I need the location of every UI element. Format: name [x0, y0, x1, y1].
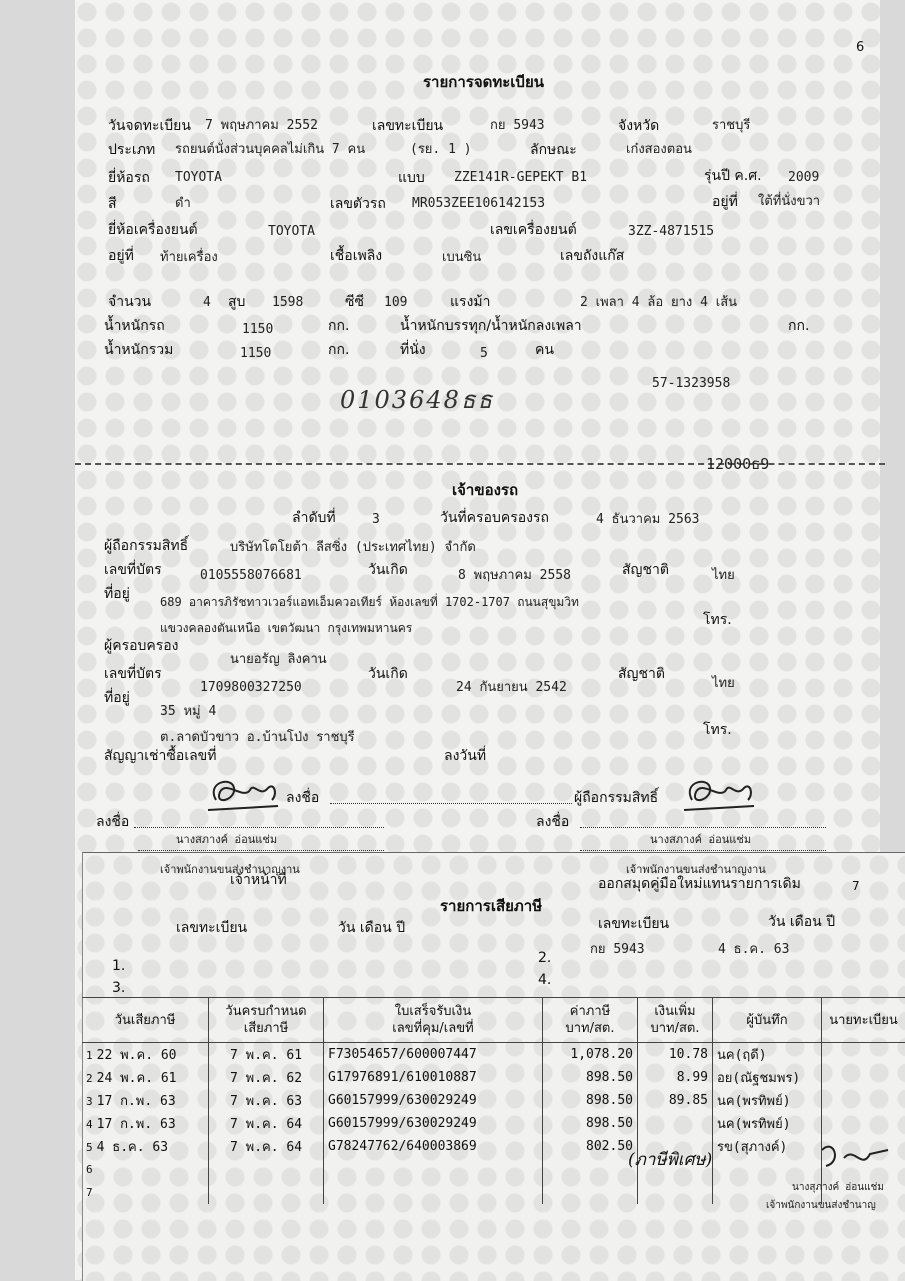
tax-amount: 802.50 [543, 1135, 638, 1158]
officer2-name: นางสภางค์ อ่อนแช่ม [650, 832, 751, 848]
chassis-no: MR053ZEE106142153 [412, 196, 545, 212]
order-number: 3 [372, 512, 380, 528]
stamp-name: นางสุภางค์ อ่อนแช่ม [792, 1180, 884, 1196]
tax-title: รายการเสียภาษี [440, 898, 542, 914]
engine-cc: 1598 [272, 295, 303, 311]
tax-page-mark: 7 [852, 878, 860, 894]
tax-date-label-left: วัน เดือน ปี [338, 920, 405, 936]
due-date: 7 พ.ค. 64 [209, 1135, 324, 1158]
holder-birth: 8 พฤษภาคม 2558 [458, 568, 571, 584]
axles-wheels: 2 เพลา 4 ล้อ ยาง 4 เส้น [580, 295, 737, 311]
due-date [209, 1158, 324, 1181]
handwritten-note: (ภาษีพิเศษ) [628, 1152, 712, 1168]
due-date: 7 พ.ค. 61 [209, 1043, 324, 1067]
receipt-no [324, 1158, 543, 1181]
tax-amount [543, 1158, 638, 1181]
entry-mark-1: 1. [112, 958, 125, 974]
load-label: น้ำหนักบรรทุก/น้ำหนักลงเพลา [400, 318, 582, 334]
tax-row [82, 1043, 905, 1067]
holder-id-label: เลขที่บัตร [104, 562, 162, 578]
paid-date-cell [82, 1043, 209, 1067]
holder-label: ผู้ถือกรรมสิทธิ์ [104, 538, 188, 554]
tax-row [82, 1066, 905, 1089]
possession-date: 4 ธันวาคม 2563 [596, 512, 699, 528]
tax-row [82, 1158, 905, 1181]
receipt-no: G60157999/630029249 [324, 1089, 543, 1112]
fine-amount [638, 1181, 713, 1204]
style-label: ลักษณะ [530, 142, 577, 158]
reg-date-label: วันจดทะเบียน [108, 118, 191, 134]
stamp-title: เจ้าพนักงานขนส่งชำนาญ [766, 1198, 876, 1214]
engine-location-label: อยู่ที่ [108, 248, 134, 264]
brand: TOYOTA [175, 170, 222, 186]
hp-label: แรงม้า [450, 294, 490, 310]
possessor-id-label: เลขที่บัตร [104, 666, 162, 682]
holder-sign-label: ผู้ถือกรรมสิทธิ์ [574, 790, 658, 806]
paid-date-cell [82, 1089, 209, 1112]
holder-nationality: ไทย [712, 568, 735, 584]
weight-label: น้ำหนักรถ [104, 318, 165, 334]
chassis-location-label: อยู่ที่ [712, 194, 738, 210]
possession-date-label: วันที่ครอบครองรถ [440, 510, 549, 526]
fine-amount: 89.85 [638, 1089, 713, 1112]
cc-label: ซีซี [345, 294, 364, 310]
possessor-id: 1709800327250 [200, 680, 302, 696]
col-receipt: ใบเสร็จรับเงิน เลขที่คุม/เลขที่ [324, 998, 543, 1043]
recorder [713, 1158, 822, 1181]
tax-reg-label-left: เลขทะเบียน [176, 920, 247, 936]
holder-address-line2: แขวงคลองตันเหนือ เขตวัฒนา กรุงเทพมหานคร [160, 620, 412, 636]
gas-tank-label: เลขถังแก๊ส [560, 248, 624, 264]
receipt-no: G17976891/610010887 [324, 1066, 543, 1089]
possessor-birth-label: วันเกิด [368, 666, 408, 682]
officer2-title: เจ้าพนักงานขนส่งชำนาญงาน [626, 862, 766, 878]
engine-no-label: เลขเครื่องยนต์ [490, 222, 577, 238]
row-number: 7 [86, 1186, 93, 1199]
officer2-name-line [580, 850, 826, 851]
year-label: รุ่นปี ค.ศ. [704, 168, 762, 184]
recorder-signature [814, 1136, 894, 1180]
engine-no: 3ZZ-4871515 [628, 224, 714, 240]
possessor-address-line2: ต.ลาดบัวขาว อ.บ้านโป่ง ราชบุรี [160, 730, 355, 746]
recorder: นค(ฤดี) [713, 1043, 822, 1067]
total-weight: 1150 [240, 346, 271, 362]
total-weight-label: น้ำหนักรวม [104, 342, 173, 358]
officer2-sign-label: ลงชื่อ [536, 814, 569, 830]
registrar [822, 1112, 905, 1135]
possessor-address-label: ที่อยู่ [104, 690, 130, 706]
col-due-date: วันครบกำหนด เสียภาษี [209, 998, 324, 1043]
engine-brand: TOYOTA [268, 224, 315, 240]
recorder: นค(พรทิพย์) [713, 1089, 822, 1112]
seats-label: ที่นั่ง [400, 342, 426, 358]
officer-title: เจ้าพนักงานขนส่งชำนาญงาน [160, 862, 300, 878]
fuel: เบนซิน [442, 250, 481, 266]
due-date: 7 พ.ค. 64 [209, 1112, 324, 1135]
lease-label: สัญญาเช่าซื้อเลขที่ [104, 748, 217, 764]
page-number: 6 [856, 40, 864, 56]
col-registrar: นายทะเบียน [822, 998, 905, 1043]
tax-table [82, 997, 905, 1204]
col-recorder: ผู้บันทึก [713, 998, 822, 1043]
reg-date: 7 พฤษภาคม 2552 [205, 118, 318, 134]
holder-birth-label: วันเกิด [368, 562, 408, 578]
possessor-name: นายอรัญ ลิงคาน [230, 652, 327, 668]
reg-no-label: เลขทะเบียน [372, 118, 443, 134]
model: ZZE141R-GEPEKT B1 [454, 170, 587, 186]
count-label: จำนวน [108, 294, 151, 310]
tax-row [82, 1135, 905, 1158]
entry-mark-3: 3. [112, 980, 125, 996]
paid-date: 4 ธ.ค. 63 [97, 1140, 168, 1155]
receipt-no [324, 1181, 543, 1204]
possessor-nationality-label: สัญชาติ [618, 666, 665, 682]
officer2-role: ออกสมุดคู่มือใหม่แทนรายการเดิม [598, 876, 801, 892]
officer-role: เจ้าหน้าที่ [230, 872, 287, 888]
holder-id: 0105558076681 [200, 568, 302, 584]
holder-name: บริษัทโตโยต้า ลีสซิ่ง (ประเทศไทย) จำกัด [230, 540, 476, 556]
officer2-sign-line [580, 827, 826, 828]
holder-address-line1: 689 อาคารภิรัชทาวเวอร์แอทเอ็มควอเทียร์ ห้องเลขที่ 1702-1707 ถนนสุขุมวิท [160, 594, 579, 610]
tax-amount: 898.50 [543, 1112, 638, 1135]
tax-amount: 898.50 [543, 1089, 638, 1112]
tax-row [82, 1112, 905, 1135]
col-paid-date: วันเสียภาษี [82, 998, 209, 1043]
officer-name: นางสภางค์ อ่อนแช่ม [176, 832, 277, 848]
tax-amount: 1,078.20 [543, 1043, 638, 1067]
receipt-no: G78247762/640003869 [324, 1135, 543, 1158]
recorder: อย(ณัฐชมพร) [713, 1066, 822, 1089]
reference-number: 57-1323958 [652, 376, 730, 392]
possessor-birth: 24 กันยายน 2542 [456, 680, 567, 696]
fine-amount: 8.99 [638, 1066, 713, 1089]
tax-amount [543, 1181, 638, 1204]
vehicle-style: เก๋งสองตอน [626, 142, 692, 158]
entry-mark-4: 4. [538, 972, 551, 988]
receipt-no: F73054657/600007447 [324, 1043, 543, 1067]
vehicle-type: รถยนต์นั่งส่วนบุคคลไม่เกิน 7 คน [175, 142, 365, 158]
engine-brand-label: ยี่ห้อเครื่องยนต์ [108, 222, 198, 238]
possessor-label: ผู้ครอบครอง [104, 638, 179, 654]
order-label: ลำดับที่ [292, 510, 336, 526]
row-number: 3 [86, 1095, 93, 1108]
type-label: ประเภท [108, 142, 155, 158]
engine-location: ท้ายเครื่อง [160, 250, 218, 266]
entry-2-date: 4 ธ.ค. 63 [718, 942, 789, 958]
tear-code: 12000ธ9 [706, 456, 769, 472]
owner-title: เจ้าของรถ [452, 482, 518, 498]
tax-row [82, 1089, 905, 1112]
lease-date-label: ลงวันที่ [444, 748, 486, 764]
model-year: 2009 [788, 170, 819, 186]
sign-label: ลงชื่อ [286, 790, 319, 806]
tax-date-label-right: วัน เดือน ปี [768, 914, 835, 930]
paid-date-cell [82, 1066, 209, 1089]
possessor-address-line1: 35 หมู่ 4 [160, 704, 216, 720]
entry-mark-2: 2. [538, 950, 551, 966]
paid-date: 24 พ.ค. 61 [97, 1071, 177, 1086]
col-tax: ค่าภาษี บาท/สต. [543, 998, 638, 1043]
load-unit: กก. [788, 318, 809, 334]
fuel-label: เชื้อเพลิง [330, 248, 382, 264]
registrar [822, 1066, 905, 1089]
brand-label: ยี่ห้อรถ [108, 170, 150, 186]
registrar [822, 1089, 905, 1112]
due-date [209, 1181, 324, 1204]
tax-reg-label-right: เลขทะเบียน [598, 916, 669, 932]
chassis-label: เลขตัวรถ [330, 196, 386, 212]
paid-date-cell [82, 1135, 209, 1158]
seats-unit: คน [535, 342, 554, 358]
row-number: 1 [86, 1049, 93, 1062]
model-label: แบบ [398, 170, 425, 186]
holder-nationality-label: สัญชาติ [622, 562, 669, 578]
entry-2-reg: กย 5943 [590, 942, 645, 958]
holder-signature [680, 770, 760, 816]
officer-name-line [138, 850, 384, 851]
row-number: 2 [86, 1072, 93, 1085]
province: ราชบุรี [712, 118, 750, 134]
possessor-tel-label: โทร. [703, 722, 732, 738]
possessor-signature [204, 770, 284, 816]
total-weight-unit: กก. [328, 342, 349, 358]
color-label: สี [108, 196, 117, 212]
fine-amount [638, 1112, 713, 1135]
handwritten-number: 0103648ธธ [340, 392, 494, 408]
vehicle-weight: 1150 [242, 322, 273, 338]
weight-unit: กก. [328, 318, 349, 334]
row-number: 4 [86, 1118, 93, 1131]
type-code: (รย. 1 ) [410, 142, 472, 158]
recorder: นค(พรทิพย์) [713, 1112, 822, 1135]
officer-sign-line [134, 827, 384, 828]
paid-date-cell [82, 1158, 209, 1181]
row-number: 5 [86, 1141, 93, 1154]
receipt-no: G60157999/630029249 [324, 1112, 543, 1135]
province-label: จังหวัด [618, 118, 659, 134]
paid-date-cell [82, 1112, 209, 1135]
seats: 5 [480, 346, 488, 362]
possessor-nationality: ไทย [712, 676, 735, 692]
paid-date: 22 พ.ค. 60 [97, 1048, 177, 1063]
col-fine: เงินเพิ่ม บาท/สต. [638, 998, 713, 1043]
row-number: 6 [86, 1163, 93, 1176]
fine-amount: 10.78 [638, 1043, 713, 1067]
holder-tel-label: โทร. [703, 612, 732, 628]
color: ดำ [175, 196, 191, 212]
sign-line [330, 803, 572, 804]
recorder: รข(สุภางค์) [713, 1135, 822, 1158]
registration-title: รายการจดทะเบียน [423, 74, 544, 90]
paid-date-cell [82, 1181, 209, 1204]
horsepower: 109 [384, 295, 407, 311]
registrar [822, 1043, 905, 1067]
paid-date: 17 ก.พ. 63 [97, 1117, 176, 1132]
tax-amount: 898.50 [543, 1066, 638, 1089]
reg-no: กย 5943 [490, 118, 545, 134]
holder-address-label: ที่อยู่ [104, 586, 130, 602]
due-date: 7 พ.ค. 63 [209, 1089, 324, 1112]
cylinders-label: สูบ [228, 294, 245, 310]
due-date: 7 พ.ค. 62 [209, 1066, 324, 1089]
cylinders: 4 [203, 295, 211, 311]
paid-date: 17 ก.พ. 63 [97, 1094, 176, 1109]
chassis-location: ใต้ที่นั่งขวา [758, 194, 820, 210]
officer-sign-label: ลงชื่อ [96, 814, 129, 830]
